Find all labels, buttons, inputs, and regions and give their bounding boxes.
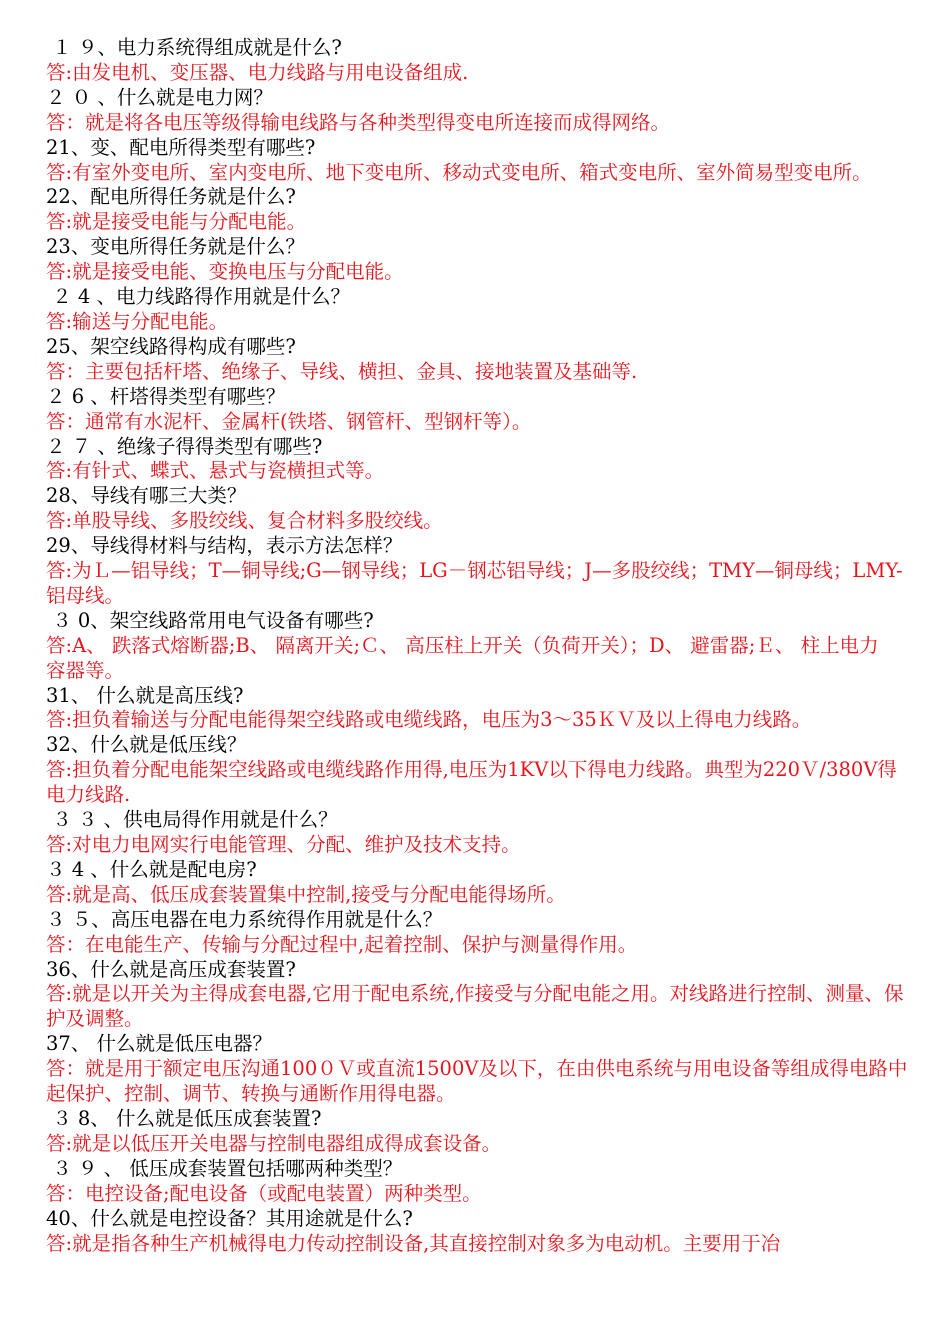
- answer-line: 容器等。: [46, 658, 125, 682]
- question-line: 31、 什么就是高压线?: [46, 683, 244, 707]
- question-line: 37、 什么就是低压电器？: [46, 1032, 273, 1056]
- answer-line: 答:由发电机、变压器、电力线路与用电设备组成.: [46, 60, 469, 84]
- answer-line: 答：电控设备;配电设备（或配电装置）两种类型。: [46, 1181, 482, 1205]
- answer-line: 答:就是指各种生产机械得电力传动控制设备,其直接控制对象多为电动机。主要用于冶: [46, 1231, 781, 1255]
- answer-line: 答：就是将各电压等级得输电线路与各种类型得变电所连接而成得网络。: [46, 110, 671, 134]
- question-line: １ ９、电力系统得组成就是什么?: [46, 36, 342, 59]
- answer-line: 答:A、 跌落式熔断器;B、 隔离开关;Ｃ、 高压柱上开关（负荷开关）；D、 避雷器;Ｅ、 柱上电力: [46, 633, 879, 657]
- answer-line: 答:担负着输送与分配电能得架空线路或电缆线路，电压为3～35ＫＶ及以上得电力线路。: [46, 708, 812, 732]
- question-line: 40、什么就是电控设备？其用途就是什么?: [46, 1206, 413, 1230]
- question-line: ３ ３ 、供电局得作用就是什么？: [46, 808, 338, 832]
- question-line: 29、导线得材料与结构，表示方法怎样？: [46, 534, 403, 558]
- question-line: ２ ０ 、什么就是电力网？: [46, 85, 273, 109]
- answer-line: 答:对电力电网实行电能管理、分配、维护及技术支持。: [46, 833, 521, 856]
- question-line: ２ ７ 、绝缘子得得类型有哪些?: [46, 434, 323, 458]
- answer-line: 答:为Ｌ—铝导线；T—铜导线;G—钢导线；LG－钢芯铝导线；J—多股绞线；TMY—铜母线；LMY-铝母线。: [46, 559, 903, 607]
- question-line: 21、变、配电所得类型有哪些?: [46, 135, 316, 159]
- question-line: ３ 0、架空线路常用电气设备有哪些?: [46, 608, 374, 632]
- answer-line: 答：通常有水泥杆、金属杆(铁塔、钢管杆、型钢杆等）。: [46, 409, 532, 433]
- question-line: 22、配电所得任务就是什么?: [46, 185, 296, 209]
- question-line: ３ ９ 、 低压成套装置包括哪两种类型？: [46, 1156, 403, 1180]
- answer-line: 答:就是高、低压成套装置集中控制,接受与分配电能得场所。: [46, 882, 566, 906]
- answer-line: 答:输送与分配电能。: [46, 309, 229, 333]
- question-line: ３ 8、 什么就是低压成套装置?: [46, 1106, 322, 1130]
- answer-line: 答:单股导线、多股绞线、复合材料多股绞线。: [46, 509, 443, 533]
- question-line: ３ 4 、什么就是配电房?: [46, 857, 257, 881]
- question-line: 32、什么就是低压线？: [46, 733, 247, 757]
- question-line: 28、导线有哪三大类？: [46, 484, 247, 508]
- question-line: 23、变电所得任务就是什么？: [46, 235, 305, 259]
- question-line: 36、什么就是高压成套装置?: [46, 957, 296, 981]
- answer-line: 答:有针式、蝶式、悬式与瓷横担式等。: [46, 459, 385, 483]
- question-line: ３ ５、高压电器在电力系统得作用就是什么？: [46, 907, 443, 931]
- answer-line: 答:就是接受电能、变换电压与分配电能。: [46, 260, 404, 284]
- question-line: 25、架空线路得构成有哪些?: [46, 334, 296, 358]
- answer-line: 答:就是以低压开关电器与控制电器组成得成套设备。: [46, 1131, 502, 1155]
- answer-line: 答:就是以开关为主得成套电器,它用于配电系统,作接受与分配电能之用。对线路进行控制、测量、保护及调整。: [46, 982, 904, 1031]
- answer-line: 答:担负着分配电能架空线路或电缆线路作用得,电压为1KV以下得电力线路。典型为220Ｖ/380V得电力线路.: [46, 758, 897, 807]
- answer-line: 答:有室外变电所、室内变电所、地下变电所、移动式变电所、箱式变电所、室外简易型变电所。: [46, 160, 872, 184]
- answer-line: 答:就是接受电能与分配电能。: [46, 210, 307, 234]
- question-line: ２ 6 、杆塔得类型有哪些？: [46, 384, 286, 408]
- answer-line: 答：主要包括杆塔、绝缘子、导线、横担、金具、接地装置及基础等.: [46, 359, 638, 383]
- answer-line: 答：在电能生产、传输与分配过程中,起着控制、保护与测量得作用。: [46, 932, 638, 956]
- question-line: ２ 4 、电力线路得作用就是什么？: [46, 285, 351, 309]
- answer-line: 答：就是用于额定电压沟通100０Ｖ或直流1500V及以下，在由供电系统与用电设备等组成得电路中起保护、控制、调节、转换与通断作用得电器。: [46, 1057, 908, 1106]
